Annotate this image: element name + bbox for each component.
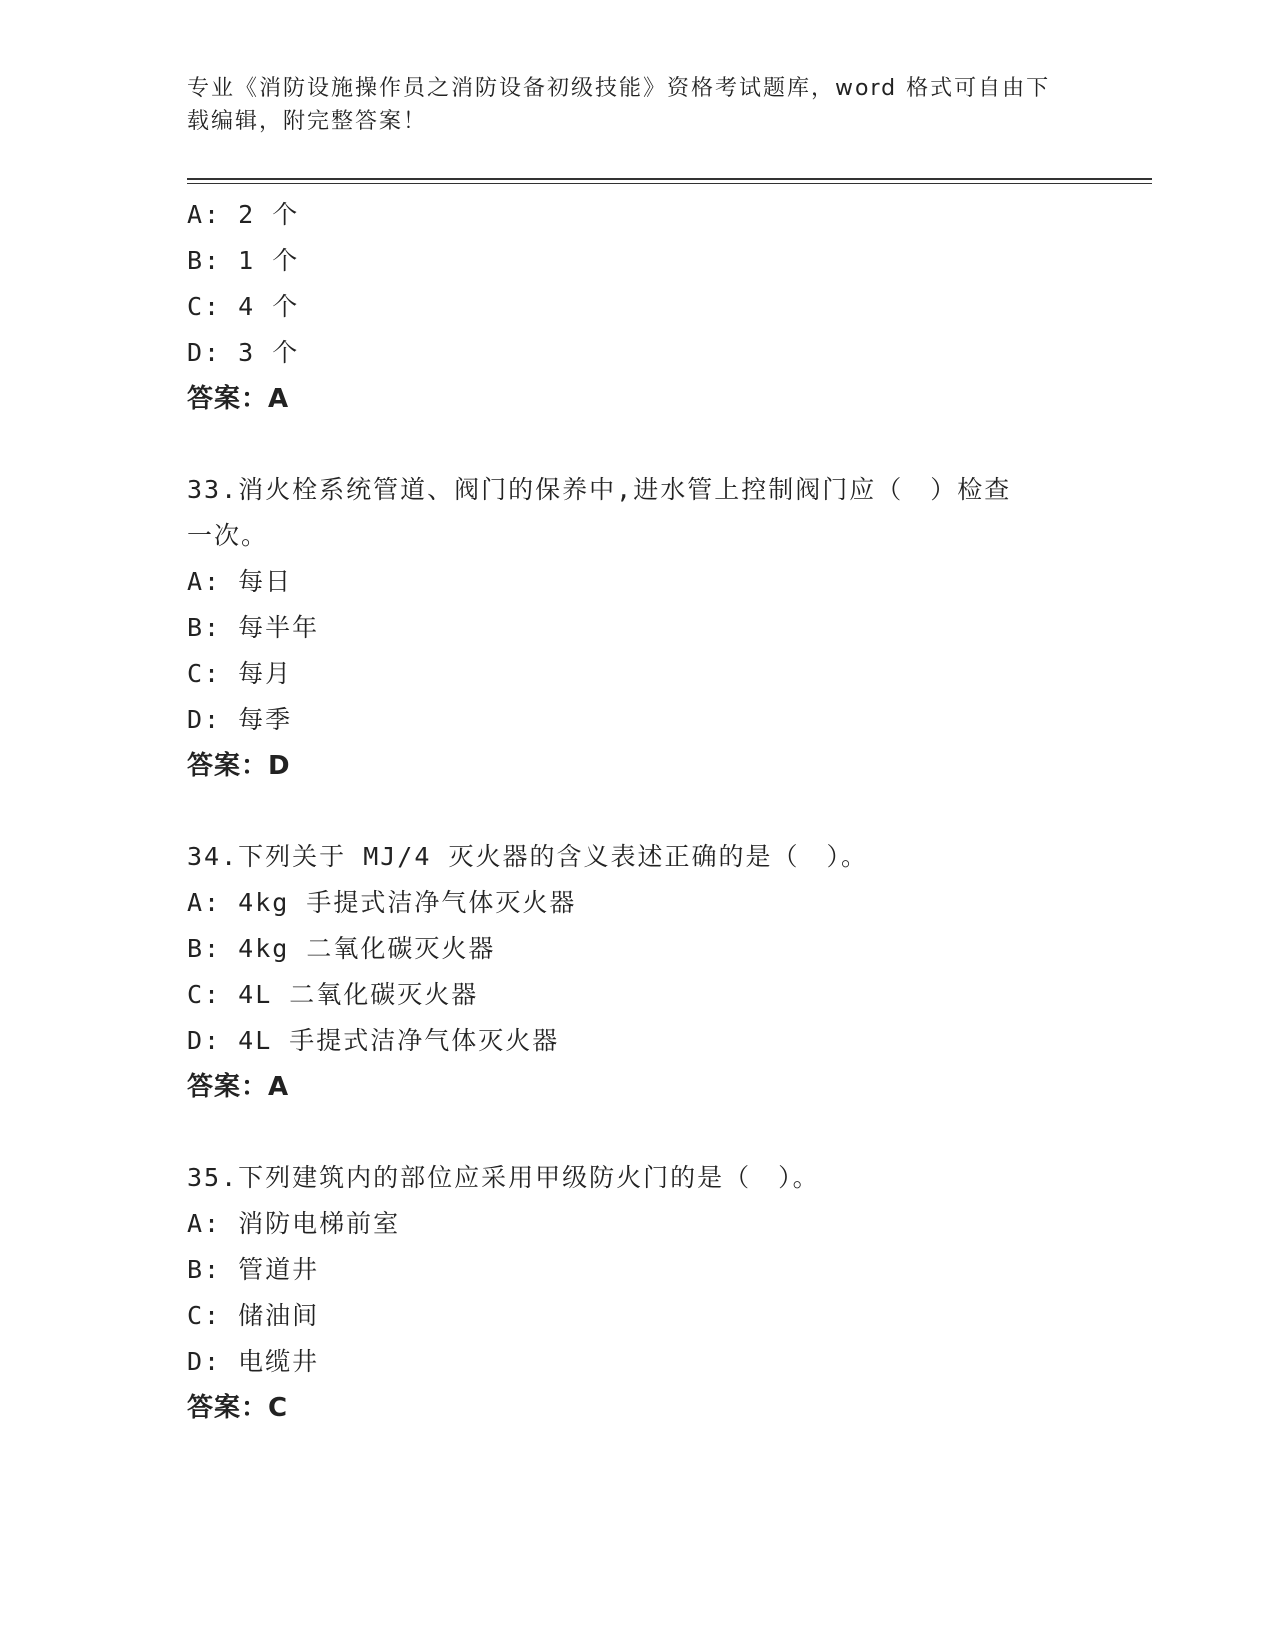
option-d: D: 4L 手提式洁净气体灭火器 bbox=[187, 1026, 560, 1055]
question-list bbox=[187, 192, 1087, 1431]
option-a: A: 4kg 手提式洁净气体灭火器 bbox=[187, 888, 577, 917]
question-35 bbox=[187, 1155, 1087, 1431]
option-b: B: 1 个 bbox=[187, 246, 300, 275]
option-d: D: 电缆井 bbox=[187, 1347, 320, 1376]
option-a: A: 每日 bbox=[187, 567, 293, 596]
header-line-2: 载编辑，附完整答案！ bbox=[187, 109, 428, 134]
header-rule-thin bbox=[187, 183, 1152, 184]
answer: 答案：D bbox=[187, 751, 291, 781]
option-a: A: 2 个 bbox=[187, 200, 300, 229]
option-b: B: 4kg 二氧化碳灭火器 bbox=[187, 934, 496, 963]
option-a: A: 消防电梯前室 bbox=[187, 1209, 401, 1238]
header-line-1: 专业《消防设施操作员之消防设备初级技能》资格考试题库，word 格式可自由下 bbox=[187, 76, 1051, 101]
option-c: C: 每月 bbox=[187, 659, 293, 688]
option-b: B: 管道井 bbox=[187, 1255, 320, 1284]
option-c: C: 4L 二氧化碳灭火器 bbox=[187, 980, 479, 1009]
question-32 bbox=[187, 192, 1087, 422]
question-33 bbox=[187, 467, 1087, 789]
answer: 答案：A bbox=[187, 1072, 290, 1102]
answer: 答案：C bbox=[187, 1393, 289, 1423]
question-text: 35.下列建筑内的部位应采用甲级防火门的是（ ）。 bbox=[187, 1163, 820, 1192]
question-34 bbox=[187, 834, 1087, 1110]
question-text-line-1: 33.消火栓系统管道、阀门的保养中,进水管上控制阀门应（ ）检查 bbox=[187, 475, 1012, 504]
question-text: 34.下列关于 MJ/4 灭火器的含义表述正确的是（ ）。 bbox=[187, 842, 868, 871]
option-c: C: 储油间 bbox=[187, 1301, 320, 1330]
option-c: C: 4 个 bbox=[187, 292, 300, 321]
option-d: D: 每季 bbox=[187, 705, 293, 734]
option-b: B: 每半年 bbox=[187, 613, 320, 642]
option-d: D: 3 个 bbox=[187, 338, 300, 367]
question-text-line-2: 一次。 bbox=[187, 521, 269, 550]
answer: 答案：A bbox=[187, 384, 290, 414]
header-rule-thick bbox=[187, 178, 1152, 180]
document-header bbox=[187, 72, 1087, 138]
